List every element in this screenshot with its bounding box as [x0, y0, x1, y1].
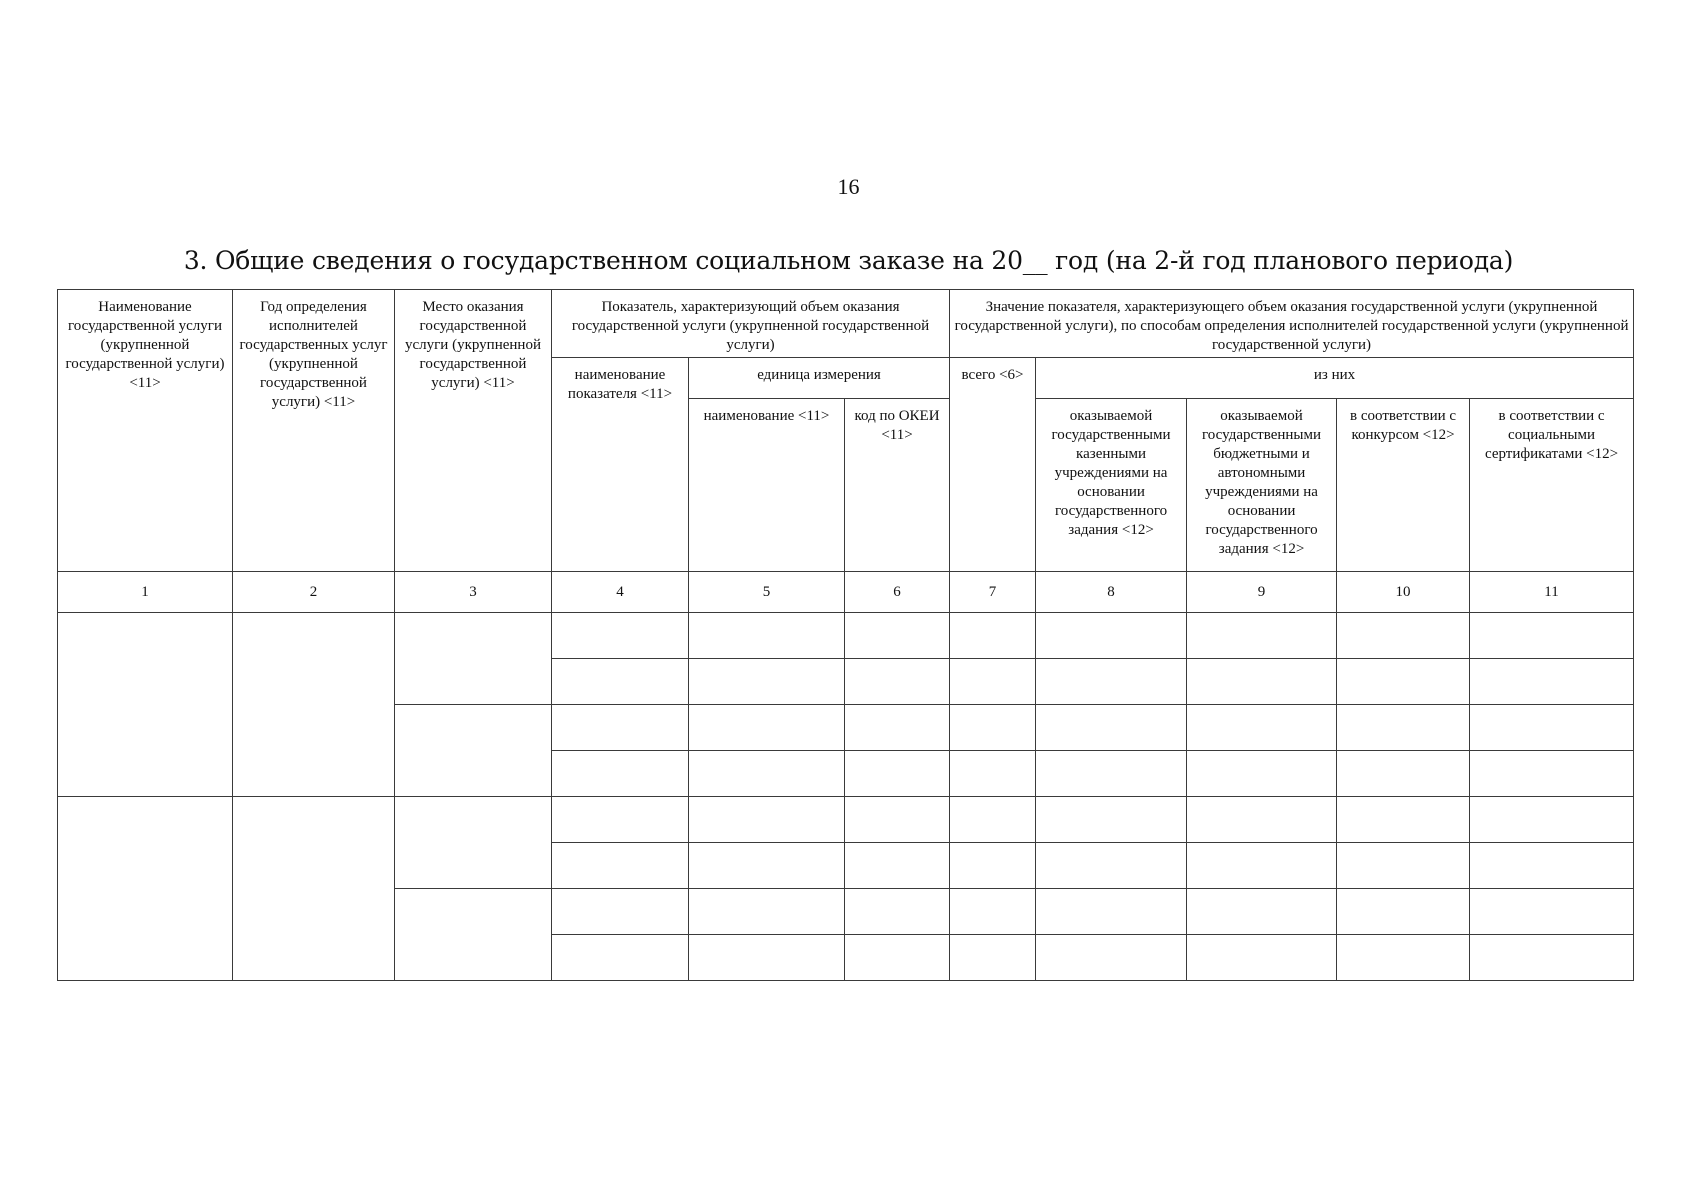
header-of-them: из них	[1036, 358, 1634, 399]
empty-cell	[1470, 705, 1634, 751]
header-value-group: Значение показателя, характеризующего объем оказания государственной услуги (укрупненной государственной услуги), по способам определения исполнителей государственной услуги (укрупненной государственной услуги)	[950, 290, 1634, 358]
empty-cell	[950, 843, 1036, 889]
empty-cell	[1036, 797, 1187, 843]
empty-cell	[950, 705, 1036, 751]
empty-cell	[845, 935, 950, 981]
header-year: Год определения исполнителей государственных услуг (укрупненной государственной услуги) <11>	[233, 290, 395, 572]
header-indicator-name: наименование показателя <11>	[552, 358, 689, 572]
section-title: 3. Общие сведения о государственном социальном заказе на 20__ год (на 2-й год планового периода)	[183, 246, 1514, 275]
empty-cell	[58, 797, 233, 981]
empty-cell	[1036, 659, 1187, 705]
column-number: 11	[1470, 572, 1634, 613]
empty-cell	[845, 797, 950, 843]
column-number: 4	[552, 572, 689, 613]
empty-cell	[1470, 843, 1634, 889]
table-row	[58, 613, 1634, 659]
empty-cell	[845, 659, 950, 705]
empty-cell	[689, 613, 845, 659]
empty-cell	[689, 705, 845, 751]
empty-cell	[1187, 613, 1337, 659]
empty-cell	[1187, 843, 1337, 889]
empty-cell	[950, 889, 1036, 935]
table-row	[58, 797, 1634, 843]
empty-cell	[1187, 797, 1337, 843]
empty-cell	[395, 705, 552, 797]
empty-cell	[950, 613, 1036, 659]
empty-cell	[689, 843, 845, 889]
empty-cell	[950, 659, 1036, 705]
empty-cell	[845, 751, 950, 797]
empty-cell	[845, 613, 950, 659]
empty-cell	[233, 613, 395, 797]
empty-cell	[845, 889, 950, 935]
empty-cell	[1187, 935, 1337, 981]
empty-cell	[1187, 751, 1337, 797]
social-order-table	[57, 289, 1634, 981]
empty-cell	[1187, 659, 1337, 705]
empty-cell	[950, 751, 1036, 797]
empty-cell	[1337, 935, 1470, 981]
empty-cell	[1036, 705, 1187, 751]
column-number: 10	[1337, 572, 1470, 613]
header-service-name: Наименование государственной услуги (укрупненной государственной услуги) <11>	[58, 290, 233, 572]
header-okei-code: код по ОКЕИ <11>	[845, 399, 950, 572]
column-number: 9	[1187, 572, 1337, 613]
empty-cell	[1036, 935, 1187, 981]
empty-cell	[1470, 935, 1634, 981]
empty-cell	[1337, 889, 1470, 935]
empty-cell	[689, 889, 845, 935]
empty-cell	[1470, 797, 1634, 843]
empty-cell	[552, 705, 689, 751]
empty-cell	[1470, 751, 1634, 797]
header-contest: в соответствии с конкурсом <12>	[1337, 399, 1470, 572]
header-state-budget: оказываемой государственными бюджетными и автономными учреждениями на основании государственного задания <12>	[1187, 399, 1337, 572]
empty-cell	[395, 797, 552, 889]
column-number: 3	[395, 572, 552, 613]
header-unit-group: единица измерения	[689, 358, 950, 399]
column-number: 1	[58, 572, 233, 613]
empty-cell	[950, 935, 1036, 981]
empty-cell	[1337, 751, 1470, 797]
empty-cell	[950, 797, 1036, 843]
empty-cell	[1337, 659, 1470, 705]
empty-cell	[1036, 889, 1187, 935]
empty-cell	[552, 751, 689, 797]
empty-cell	[1187, 705, 1337, 751]
empty-cell	[689, 751, 845, 797]
empty-cell	[552, 659, 689, 705]
empty-cell	[552, 797, 689, 843]
header-certificates: в соответствии с социальными сертификатами <12>	[1470, 399, 1634, 572]
empty-cell	[552, 843, 689, 889]
column-numbers-row	[58, 572, 1634, 613]
empty-cell	[1337, 705, 1470, 751]
empty-cell	[58, 613, 233, 797]
empty-cell	[1470, 613, 1634, 659]
empty-cell	[689, 797, 845, 843]
empty-cell	[1337, 843, 1470, 889]
empty-cell	[1036, 613, 1187, 659]
empty-cell	[1470, 889, 1634, 935]
empty-cell	[1187, 889, 1337, 935]
column-number: 8	[1036, 572, 1187, 613]
empty-cell	[689, 659, 845, 705]
empty-cell	[395, 889, 552, 981]
column-number: 6	[845, 572, 950, 613]
empty-cell	[1337, 797, 1470, 843]
empty-cell	[233, 797, 395, 981]
empty-cell	[552, 935, 689, 981]
header-state-treasury: оказываемой государственными казенными учреждениями на основании государственного задания <12>	[1036, 399, 1187, 572]
header-place: Место оказания государственной услуги (укрупненной государственной услуги) <11>	[395, 290, 552, 572]
empty-cell	[1036, 843, 1187, 889]
empty-cell	[552, 889, 689, 935]
column-number: 2	[233, 572, 395, 613]
header-indicator-group: Показатель, характеризующий объем оказания государственной услуги (укрупненной государственной услуги)	[552, 290, 950, 358]
empty-cell	[1337, 613, 1470, 659]
page-number: 16	[837, 174, 860, 199]
empty-cell	[689, 935, 845, 981]
empty-cell	[395, 613, 552, 705]
empty-cell	[1036, 751, 1187, 797]
header-unit-name: наименование <11>	[689, 399, 845, 572]
column-number: 5	[689, 572, 845, 613]
empty-cell	[1470, 659, 1634, 705]
header-total: всего <6>	[950, 358, 1036, 572]
empty-cell	[845, 843, 950, 889]
column-number: 7	[950, 572, 1036, 613]
empty-cell	[552, 613, 689, 659]
empty-cell	[845, 705, 950, 751]
